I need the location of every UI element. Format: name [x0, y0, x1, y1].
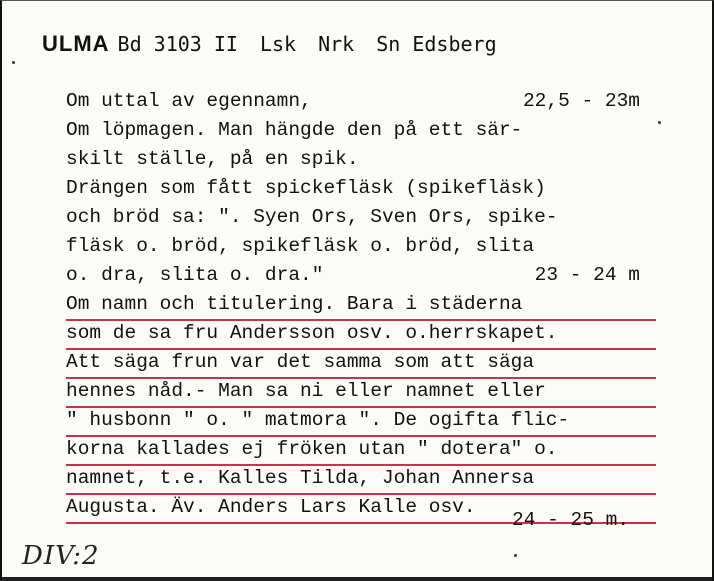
text-line	[66, 435, 656, 466]
text-line	[66, 290, 656, 321]
parish-name: Sn Edsberg	[376, 32, 497, 56]
volume-number: Bd 3103 II	[117, 32, 238, 56]
line-text: Drängen som fått spickefläsk (spikefläsk)	[66, 177, 546, 199]
page-reference: 23 - 24 m	[534, 264, 640, 286]
card-bottom-edge	[2, 577, 714, 581]
text-line	[66, 261, 656, 290]
line-text: " husbonn " o. " matmora ". De ogifta flic-	[66, 409, 570, 431]
text-line	[66, 319, 656, 350]
card-header	[42, 31, 497, 57]
card-body-text	[66, 87, 656, 522]
paper-speck	[12, 61, 15, 64]
line-text: hennes nåd.- Man sa ni eller namnet eller	[66, 380, 546, 402]
text-line	[66, 174, 656, 203]
text-line	[66, 348, 656, 379]
handwritten-signature: DIV:2	[22, 541, 100, 571]
line-text: skilt ställe, på en spik.	[66, 148, 359, 170]
line-text: o. dra, slita o. dra."	[66, 264, 324, 286]
text-line	[66, 116, 656, 145]
page-reference: 22,5 - 23m	[522, 90, 640, 112]
line-text: Om namn och titulering. Bara i städerna	[66, 293, 523, 315]
paper-speck	[658, 121, 661, 124]
text-line	[66, 464, 656, 495]
region-code-nrk: Nrk	[318, 32, 355, 56]
region-code-lsk: Lsk	[259, 32, 297, 56]
line-text: namnet, t.e. Kalles Tilda, Johan Annersa	[66, 467, 535, 489]
line-text: Augusta. Äv. Anders Lars Kalle osv.	[66, 496, 476, 518]
line-text: korna kallades ej fröken utan " dotera" o.	[66, 438, 558, 460]
line-text: Om löpmagen. Man hängde den på ett sär-	[66, 119, 523, 141]
archive-name: ULMA	[42, 31, 110, 56]
line-text: som de sa fru Andersson osv. o.herrskapet.	[66, 322, 558, 344]
text-line	[66, 232, 656, 261]
line-text: Att säga frun var det samma som att säga	[66, 351, 535, 373]
line-text: Om uttal av egennamn,	[66, 90, 312, 112]
page-reference-last: 24 - 25 m.	[512, 509, 630, 531]
line-text: och bröd sa: ". Syen Ors, Sven Ors, spike-	[66, 206, 558, 228]
text-line	[66, 406, 656, 437]
text-line	[66, 377, 656, 408]
text-line	[66, 87, 656, 116]
line-text: fläsk o. bröd, spikefläsk o. bröd, slita	[66, 235, 535, 257]
text-line	[66, 145, 656, 174]
paper-speck	[514, 554, 517, 557]
text-line	[66, 203, 656, 232]
